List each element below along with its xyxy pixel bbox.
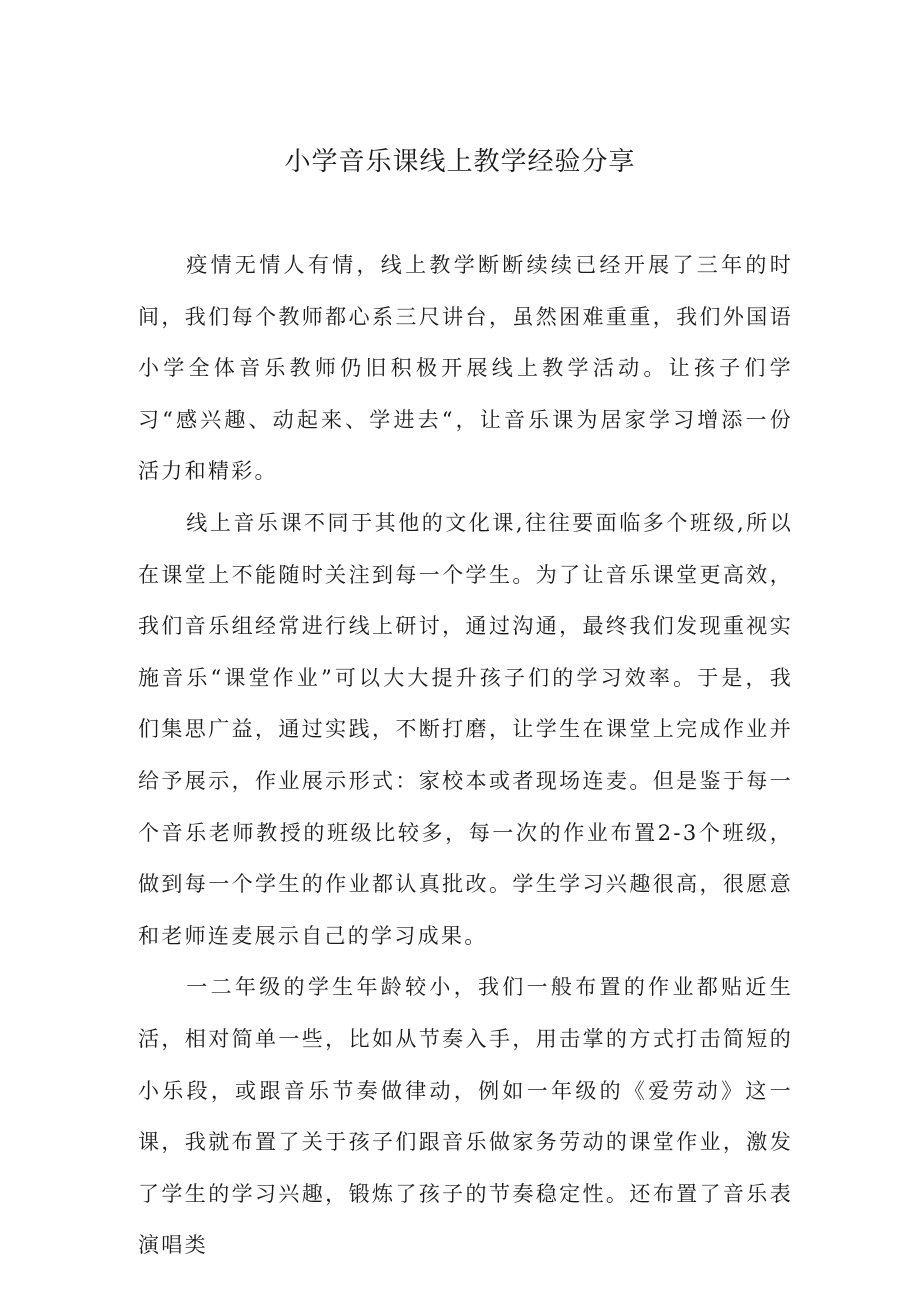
paragraph-2: 线上音乐课不同于其他的文化课,往往要面临多个班级,所以在课堂上不能随时关注到每一个学生。为了让音乐课堂更高效，我们音乐组经常进行线上研讨，通过沟通，最终我们发现重视实施音乐“课堂作业”可以大大提升孩子们的学习效率。于是，我们集思广益，通过实践，不断打磨，让学生在课堂上完成作业并给予展示，作业展示形式：家校本或者现场连麦。但是鉴于每一个音乐老师教授的班级比较多，每一次的作业布置2-3个班级，做到每一个学生的作业都认真批改。学生学习兴趣很高，很愿意和老师连麦展示自己的学习成果。 [138, 510, 793, 948]
document-body [138, 240, 793, 1272]
paragraph-3: 一二年级的学生年龄较小，我们一般布置的作业都贴近生活，相对简单一些，比如从节奏入手，用击掌的方式打击简短的小乐段，或跟音乐节奏做律动，例如一年级的《爱劳动》这一课，我就布置了关于孩子们跟音乐做家务劳动的课堂作业，激发了学生的学习兴趣，锻炼了孩子的节奏稳定性。还布置了音乐表演唱类 [138, 975, 793, 1258]
paragraph-1: 疫情无情人有情，线上教学断断续续已经开展了三年的时间，我们每个教师都心系三尺讲台，虽然困难重重，我们外国语小学全体音乐教师仍旧积极开展线上教学活动。让孩子们学习“感兴趣、动起来、学进去“，让音乐课为居家学习增添一份活力和精彩。 [138, 253, 793, 484]
page-title: 小学音乐课线上教学经验分享 [284, 147, 636, 177]
